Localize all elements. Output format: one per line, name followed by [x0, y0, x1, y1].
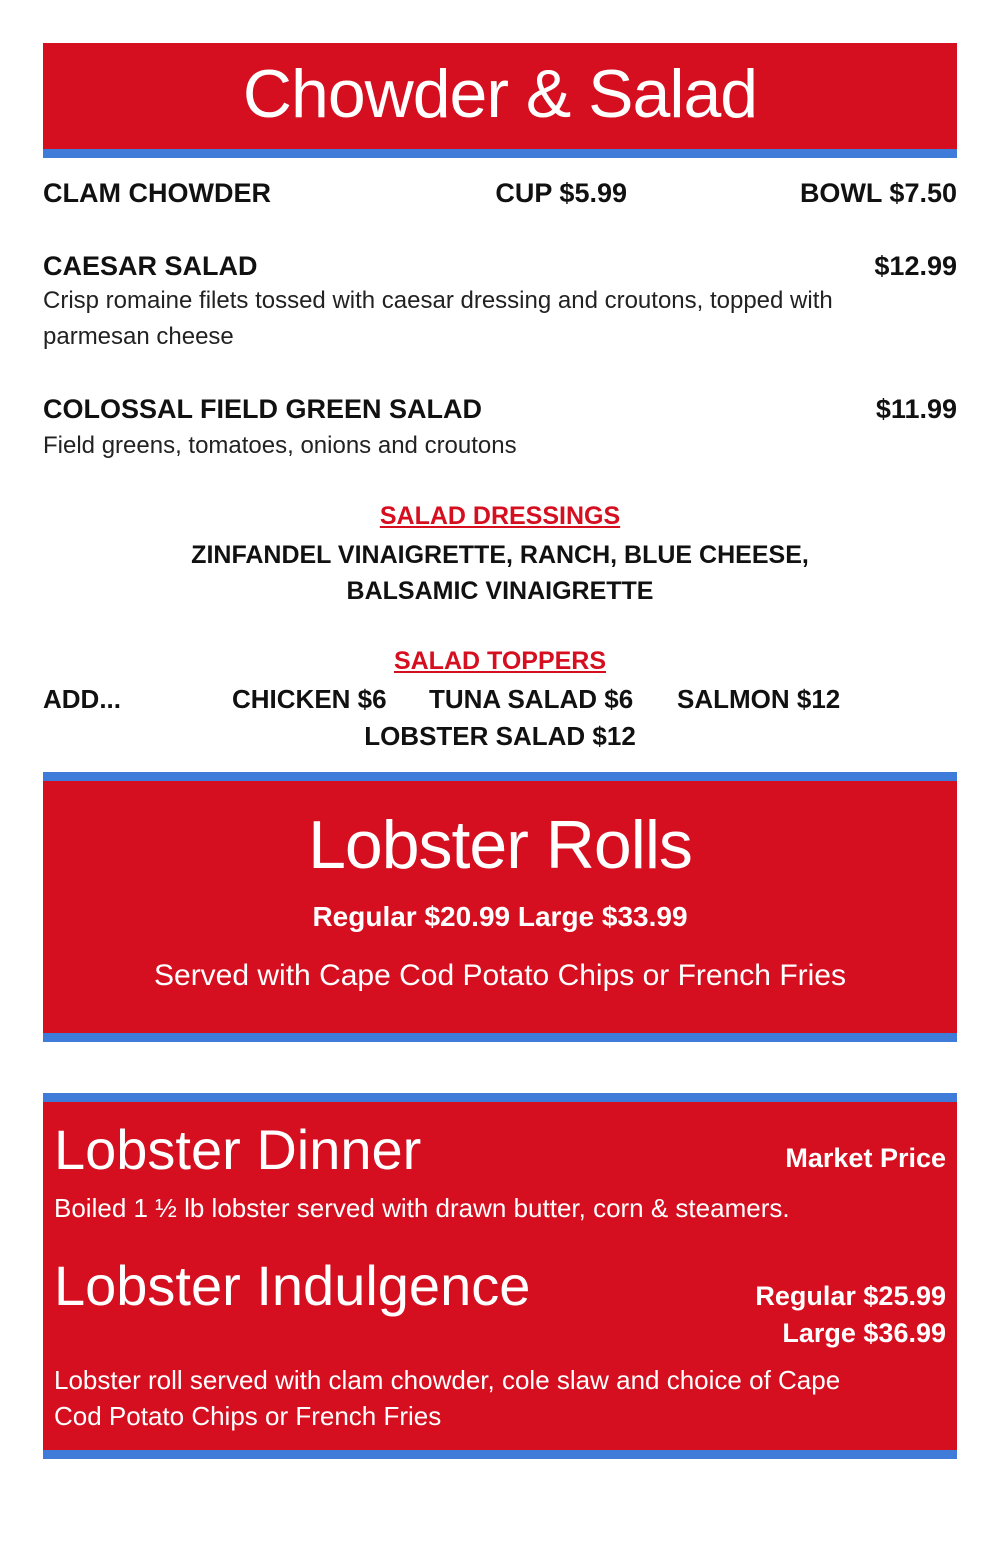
- toppers-heading: SALAD TOPPERS: [393, 647, 607, 675]
- lobster-dinner-section: [43, 1102, 957, 1450]
- item-price: $11.99: [875, 394, 957, 424]
- bowl-price: BOWL $7.50: [799, 178, 957, 208]
- indulgence-regular-price: Regular $25.99: [755, 1281, 946, 1311]
- cup-price: CUP $5.99: [495, 178, 627, 208]
- lobster-rolls-section: [43, 781, 957, 1033]
- section-title: Chowder & Salad: [242, 56, 758, 132]
- item-description: Field greens, tomatoes, onions and croutons: [43, 432, 517, 459]
- lobster-indulgence-description: Lobster roll served with clam chowder, cole slaw and choice of Cape: [54, 1365, 841, 1395]
- dressings-list: BALSAMIC VINAIGRETTE: [346, 577, 654, 605]
- lobster-indulgence-description: Cod Potato Chips or French Fries: [54, 1401, 442, 1431]
- dressings-list: ZINFANDEL VINAIGRETTE, RANCH, BLUE CHEESE,: [191, 541, 809, 569]
- item-price: $12.99: [874, 251, 957, 281]
- topper-tuna: TUNA SALAD $6: [429, 684, 634, 714]
- item-name: COLOSSAL FIELD GREEN SALAD: [43, 394, 483, 424]
- divider: [43, 772, 957, 781]
- rolls-served-with: Served with Cape Cod Potato Chips or French Fries: [154, 959, 846, 992]
- divider: [43, 1093, 957, 1102]
- item-description: Crisp romaine filets tossed with caesar dressing and croutons, topped with: [43, 287, 833, 314]
- section-title: Lobster Rolls: [308, 807, 692, 883]
- toppers-add-label: ADD...: [43, 684, 121, 714]
- rolls-prices: Regular $20.99 Large $33.99: [312, 901, 688, 932]
- lobster-dinner-title: Lobster Dinner: [54, 1118, 422, 1181]
- divider: [43, 1450, 957, 1459]
- lobster-dinner-price: Market Price: [785, 1143, 946, 1173]
- dressings-heading: SALAD DRESSINGS: [379, 502, 621, 530]
- lobster-dinner-description: Boiled 1 ½ lb lobster served with drawn butter, corn & steamers.: [54, 1193, 790, 1223]
- item-name: CAESAR SALAD: [43, 251, 258, 281]
- topper-salmon: SALMON $12: [677, 684, 841, 714]
- divider: [43, 1033, 957, 1042]
- item-name: CLAM CHOWDER: [43, 178, 271, 208]
- lobster-indulgence-title: Lobster Indulgence: [54, 1254, 531, 1317]
- topper-lobster: LOBSTER SALAD $12: [364, 721, 636, 751]
- divider: [43, 149, 957, 158]
- chowder-salad-header: [43, 43, 957, 149]
- item-description: parmesan cheese: [43, 323, 234, 350]
- indulgence-large-price: Large $36.99: [782, 1318, 946, 1348]
- topper-chicken: CHICKEN $6: [232, 684, 387, 714]
